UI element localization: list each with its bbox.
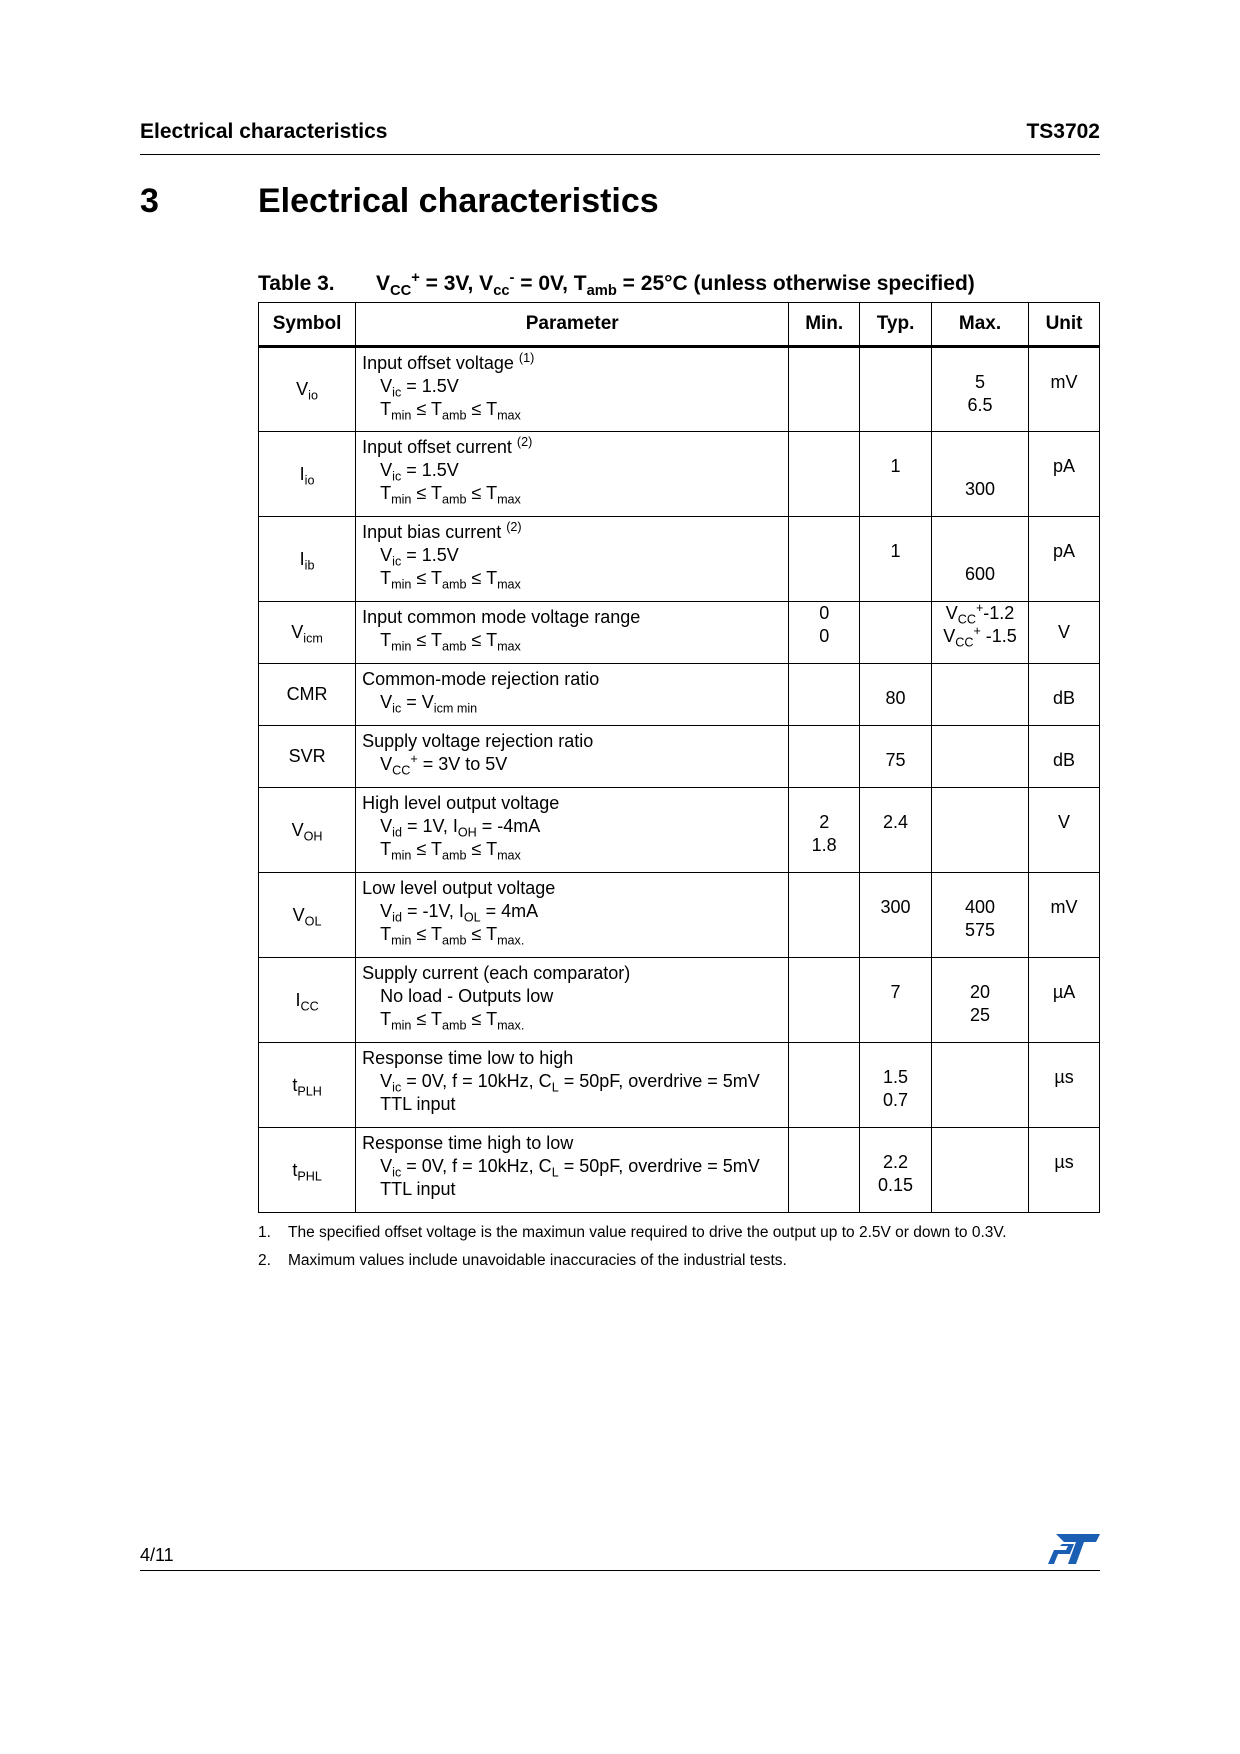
table-row [259, 726, 1100, 788]
cell-typ: 1 [860, 432, 932, 517]
cell-typ: 80 [860, 664, 932, 726]
cell-parameter: Response time high to low $V_{ic} = 0V$, f = 10kHz, $C_L = 50pF$, overdrive = 5mV TTL input [356, 1128, 789, 1213]
electrical-characteristics-table [258, 302, 1100, 1213]
table-header-row [259, 303, 1100, 347]
cell-unit: V [1029, 602, 1100, 664]
header-divider [140, 154, 1100, 155]
col-typ: Typ. [860, 303, 932, 347]
table-row [259, 958, 1100, 1043]
col-max: Max. [931, 303, 1028, 347]
cell-max [931, 1043, 1028, 1128]
cell-min: 0 0 [789, 602, 860, 664]
cell-unit: dB [1029, 664, 1100, 726]
cell-typ [860, 602, 932, 664]
table-row [259, 347, 1100, 432]
cell-max: 300 [931, 432, 1028, 517]
cell-unit: V [1029, 788, 1100, 873]
cell-parameter: Common-mode rejection ratio $V_{ic} = V_{icm min}$ [356, 664, 789, 726]
table-row [259, 664, 1100, 726]
cell-parameter: Input bias current $^{(2)}$ $V_{ic} = 1.5V$ $T_{min} \le T_{amb} \le T_{max}$ [356, 517, 789, 602]
cell-parameter: Input offset voltage $^{(1)}$ $V_{ic} = 1.5V$ $T_{min} \le T_{amb} \le T_{max}$ [356, 347, 789, 432]
cell-min: 2 1.8 [789, 788, 860, 873]
cell-min [789, 726, 860, 788]
cell-min [789, 432, 860, 517]
cell-max: 400 575 [931, 873, 1028, 958]
table-row [259, 517, 1100, 602]
col-min: Min. [789, 303, 860, 347]
cell-min [789, 873, 860, 958]
cell-symbol: $t_{PLH}$ [259, 1043, 356, 1128]
cell-min [789, 958, 860, 1043]
cell-max [931, 1128, 1028, 1213]
table-row [259, 788, 1100, 873]
cell-max: 20 25 [931, 958, 1028, 1043]
cell-symbol: $I_{ib}$ [259, 517, 356, 602]
cell-max [931, 726, 1028, 788]
cell-max [931, 664, 1028, 726]
cell-max: $V_{CC}^+-1.2$ $V_{CC}^+$ -1.5 [931, 602, 1028, 664]
cell-unit: µs [1029, 1128, 1100, 1213]
cell-min [789, 1043, 860, 1128]
cell-parameter: Input offset current $^{(2)}$ $V_{ic} = 1.5V$ $T_{min} \le T_{amb} \le T_{max}$ [356, 432, 789, 517]
cell-max: 5 6.5 [931, 347, 1028, 432]
cell-symbol: $I_{CC}$ [259, 958, 356, 1043]
table-row [259, 602, 1100, 664]
cell-min [789, 347, 860, 432]
cell-typ: 1.5 0.7 [860, 1043, 932, 1128]
cell-parameter: Response time low to high $V_{ic} = 0V$, f = 10kHz, $C_L = 50pF$, overdrive = 5mV TTL input [356, 1043, 789, 1128]
cell-typ: 2.2 0.15 [860, 1128, 932, 1213]
table-row [259, 873, 1100, 958]
footnote: 1. The specified offset voltage is the maximun value required to drive the output up to 2.5V or down to 0.3V. [258, 1224, 1007, 1241]
cell-unit: µs [1029, 1043, 1100, 1128]
cell-min [789, 664, 860, 726]
table-row [259, 432, 1100, 517]
col-symbol: Symbol [259, 303, 356, 347]
cell-parameter: High level output voltage $V_{id} = 1V$, $I_{OH} = -4mA$ $T_{min} \le T_{amb} \le T_{max}$ [356, 788, 789, 873]
cell-min [789, 1128, 860, 1213]
cell-unit: µA [1029, 958, 1100, 1043]
cell-parameter: Supply voltage rejection ratio $V_{CC}^+ = 3V$ to 5V [356, 726, 789, 788]
cell-max: 600 [931, 517, 1028, 602]
table-row [259, 1128, 1100, 1213]
cell-symbol: $V_{OH}$ [259, 788, 356, 873]
cell-unit: dB [1029, 726, 1100, 788]
table-row [259, 1043, 1100, 1128]
cell-max [931, 788, 1028, 873]
cell-symbol: $V_{OL}$ [259, 873, 356, 958]
cell-symbol: $V_{icm}$ [259, 602, 356, 664]
header-product-name: TS3702 [1026, 120, 1100, 143]
cell-parameter: Supply current (each comparator) No load - Outputs low $T_{min} \le T_{amb} \le T_{max.}$ [356, 958, 789, 1043]
footnote: 2. Maximum values include unavoidable inaccuracies of the industrial tests. [258, 1252, 787, 1269]
cell-unit: pA [1029, 517, 1100, 602]
cell-symbol: $I_{io}$ [259, 432, 356, 517]
col-parameter: Parameter [356, 303, 789, 347]
cell-symbol: CMR [259, 664, 356, 726]
cell-typ [860, 347, 932, 432]
cell-typ: 75 [860, 726, 932, 788]
st-logo-icon [1048, 1532, 1100, 1566]
cell-unit: mV [1029, 347, 1100, 432]
cell-typ: 2.4 [860, 788, 932, 873]
cell-min [789, 517, 860, 602]
cell-parameter: Low level output voltage $V_{id} = -1V$, $I_{OL} = 4mA$ $T_{min} \le T_{amb} \le T_{max.}$ [356, 873, 789, 958]
cell-unit: pA [1029, 432, 1100, 517]
header-section-title: Electrical characteristics [140, 120, 388, 143]
table-caption-label: Table 3. [258, 272, 335, 295]
cell-typ: 300 [860, 873, 932, 958]
table-caption-text: $V_{CC}^+ = 3V$, $V_{cc}^- = 0V$, $T_{amb} = 25^\circ C$ (unless otherwise specified) [376, 269, 975, 300]
cell-symbol: SVR [259, 726, 356, 788]
page-number: 4/11 [140, 1545, 174, 1565]
cell-unit: mV [1029, 873, 1100, 958]
cell-typ: 1 [860, 517, 932, 602]
cell-symbol: $V_{io}$ [259, 347, 356, 432]
cell-typ: 7 [860, 958, 932, 1043]
col-unit: Unit [1029, 303, 1100, 347]
cell-parameter: Input common mode voltage range $T_{min} \le T_{amb} \le T_{max}$ [356, 602, 789, 664]
footer-divider [140, 1570, 1100, 1571]
section-number: 3 [140, 182, 159, 220]
section-title: Electrical characteristics [258, 182, 659, 220]
cell-symbol: $t_{PHL}$ [259, 1128, 356, 1213]
